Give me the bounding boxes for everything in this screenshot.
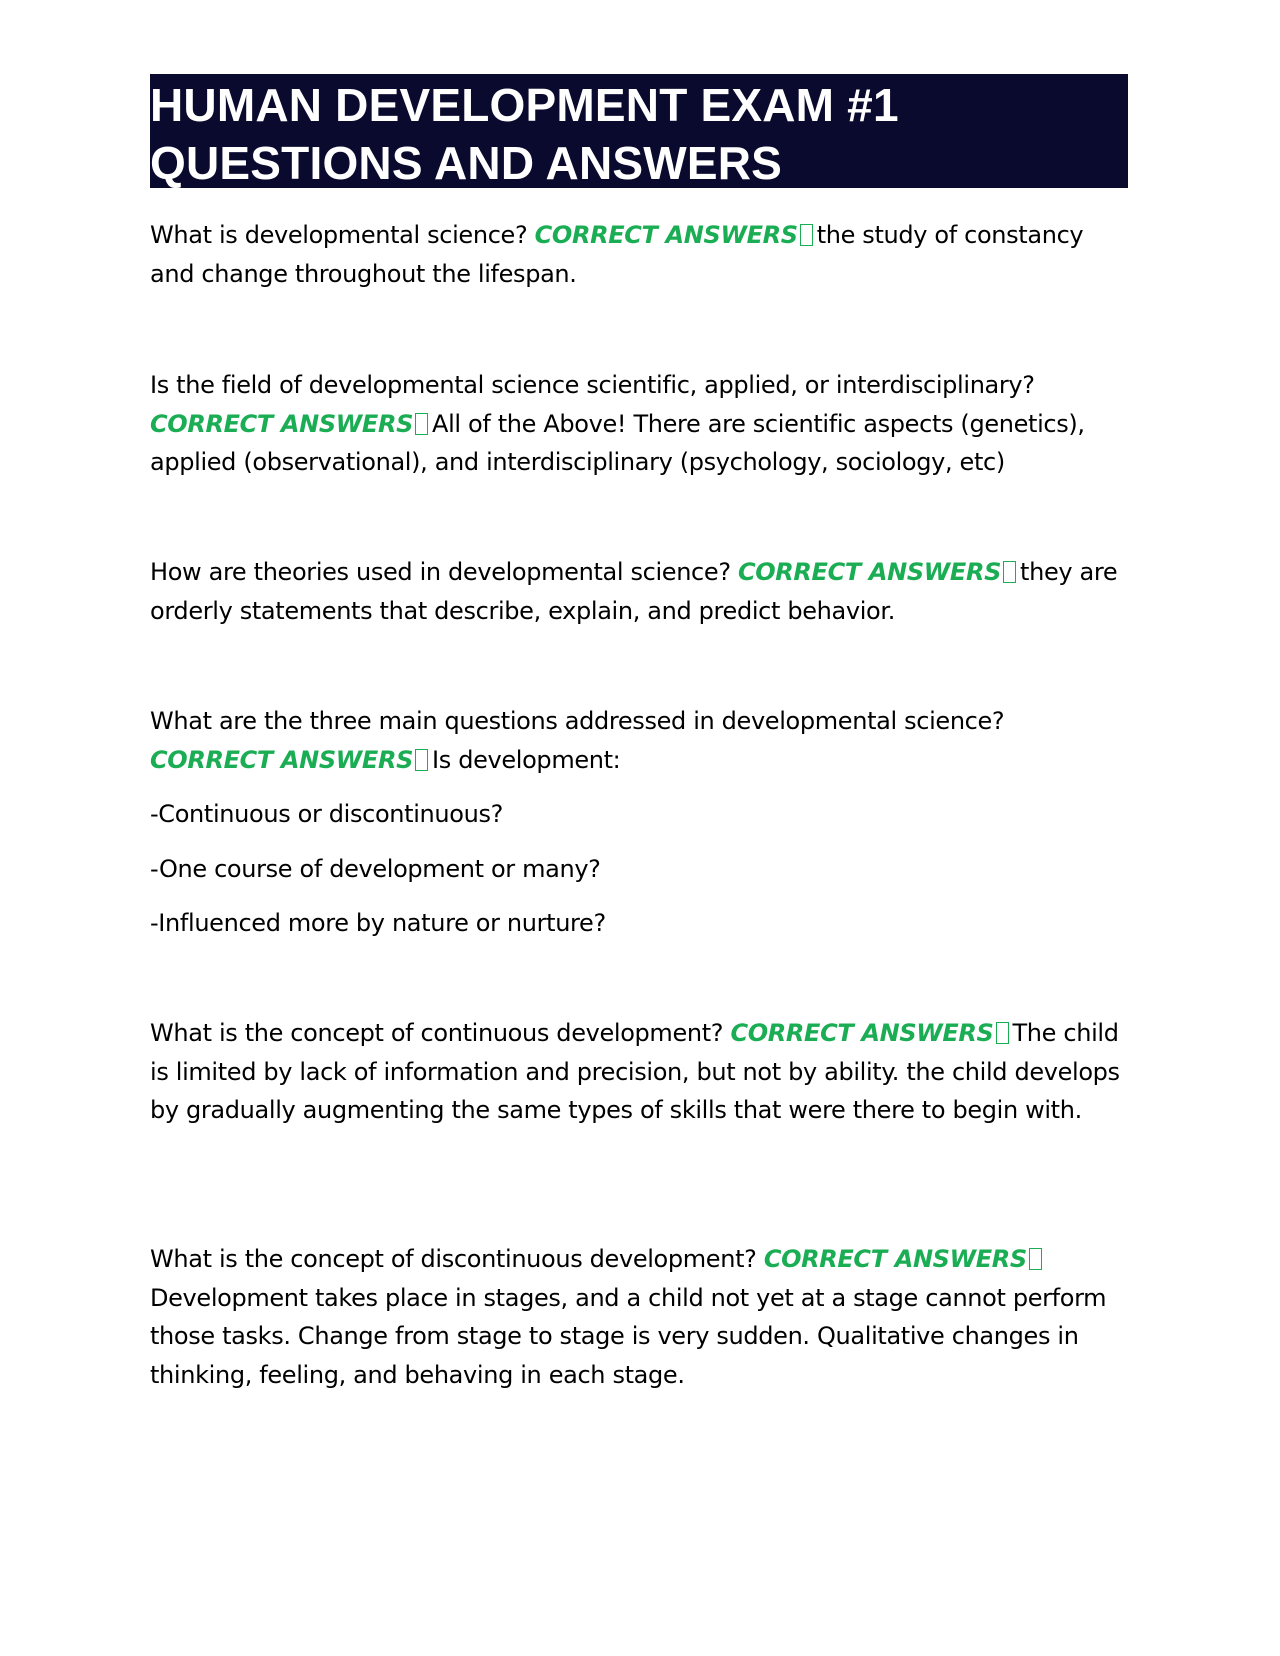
list-item: -One course of development or many? [150, 854, 601, 883]
correct-answers-label: CORRECT ANSWERS [150, 409, 414, 438]
qa-item-2 [150, 366, 1128, 482]
correct-answers-label: CORRECT ANSWERS [534, 221, 798, 249]
answer-text: Development takes place in stages, and a child not yet at a stage cannot perform those tasks. Change from stage to stage is very sudden. Qualitative changes in thinking, feeling, and behaving in each stage. [150, 1283, 1107, 1389]
correct-answers-label: CORRECT ANSWERS [730, 1019, 994, 1047]
missing-glyph-icon [800, 224, 813, 246]
question-text: What are the three main questions addressed in developmental science? [150, 707, 1005, 735]
title-line-1: HUMAN DEVELOPMENT EXAM #1 [150, 79, 899, 131]
missing-glyph-icon [415, 413, 428, 435]
question-text: How are theories used in developmental science? [150, 558, 731, 586]
qa-item-3 [150, 553, 1128, 630]
answer-text: Is development: [432, 745, 621, 774]
qa-item-1 [150, 216, 1128, 293]
correct-answers-label: CORRECT ANSWERS [737, 558, 1002, 586]
list-item: -Influenced more by nature or nurture? [150, 909, 606, 937]
document-page [150, 74, 1128, 1389]
title-line-2: QUESTIONS AND ANSWERS [150, 137, 783, 189]
answer-text: The child is limited by lack of information and precision, but not by ability. the child develops by gradually augmenting the same types of skills that were there to begin with. [150, 1019, 1120, 1124]
answer-text: the study of constancy and change throughout the lifespan. [150, 221, 1084, 288]
qa-item-6 [150, 1240, 1128, 1394]
document-title [150, 74, 1128, 188]
missing-glyph-icon [1029, 1248, 1042, 1270]
question-text: Is the field of developmental science scientific, applied, or interdisciplinary? [150, 371, 1035, 399]
missing-glyph-icon [996, 1022, 1009, 1044]
answer-text: they are orderly statements that describe, explain, and predict behavior. [150, 558, 1118, 625]
missing-glyph-icon [415, 749, 428, 771]
answer-text: All of the Above! There are scientific aspects (genetics), applied (observational), and interdisciplinary (psychology, sociology, etc) [150, 409, 1085, 476]
question-text: What is the concept of continuous development? [150, 1019, 724, 1047]
correct-answers-label: CORRECT ANSWERS [763, 1245, 1027, 1273]
question-text: What is developmental science? [150, 221, 528, 249]
correct-answers-label: CORRECT ANSWERS [150, 745, 414, 774]
qa-item-4 [150, 702, 1128, 943]
question-text: What is the concept of discontinuous development? [150, 1245, 757, 1273]
list-item: -Continuous or discontinuous? [150, 800, 504, 828]
qa-item-5 [150, 1014, 1128, 1130]
missing-glyph-icon [1003, 561, 1016, 583]
